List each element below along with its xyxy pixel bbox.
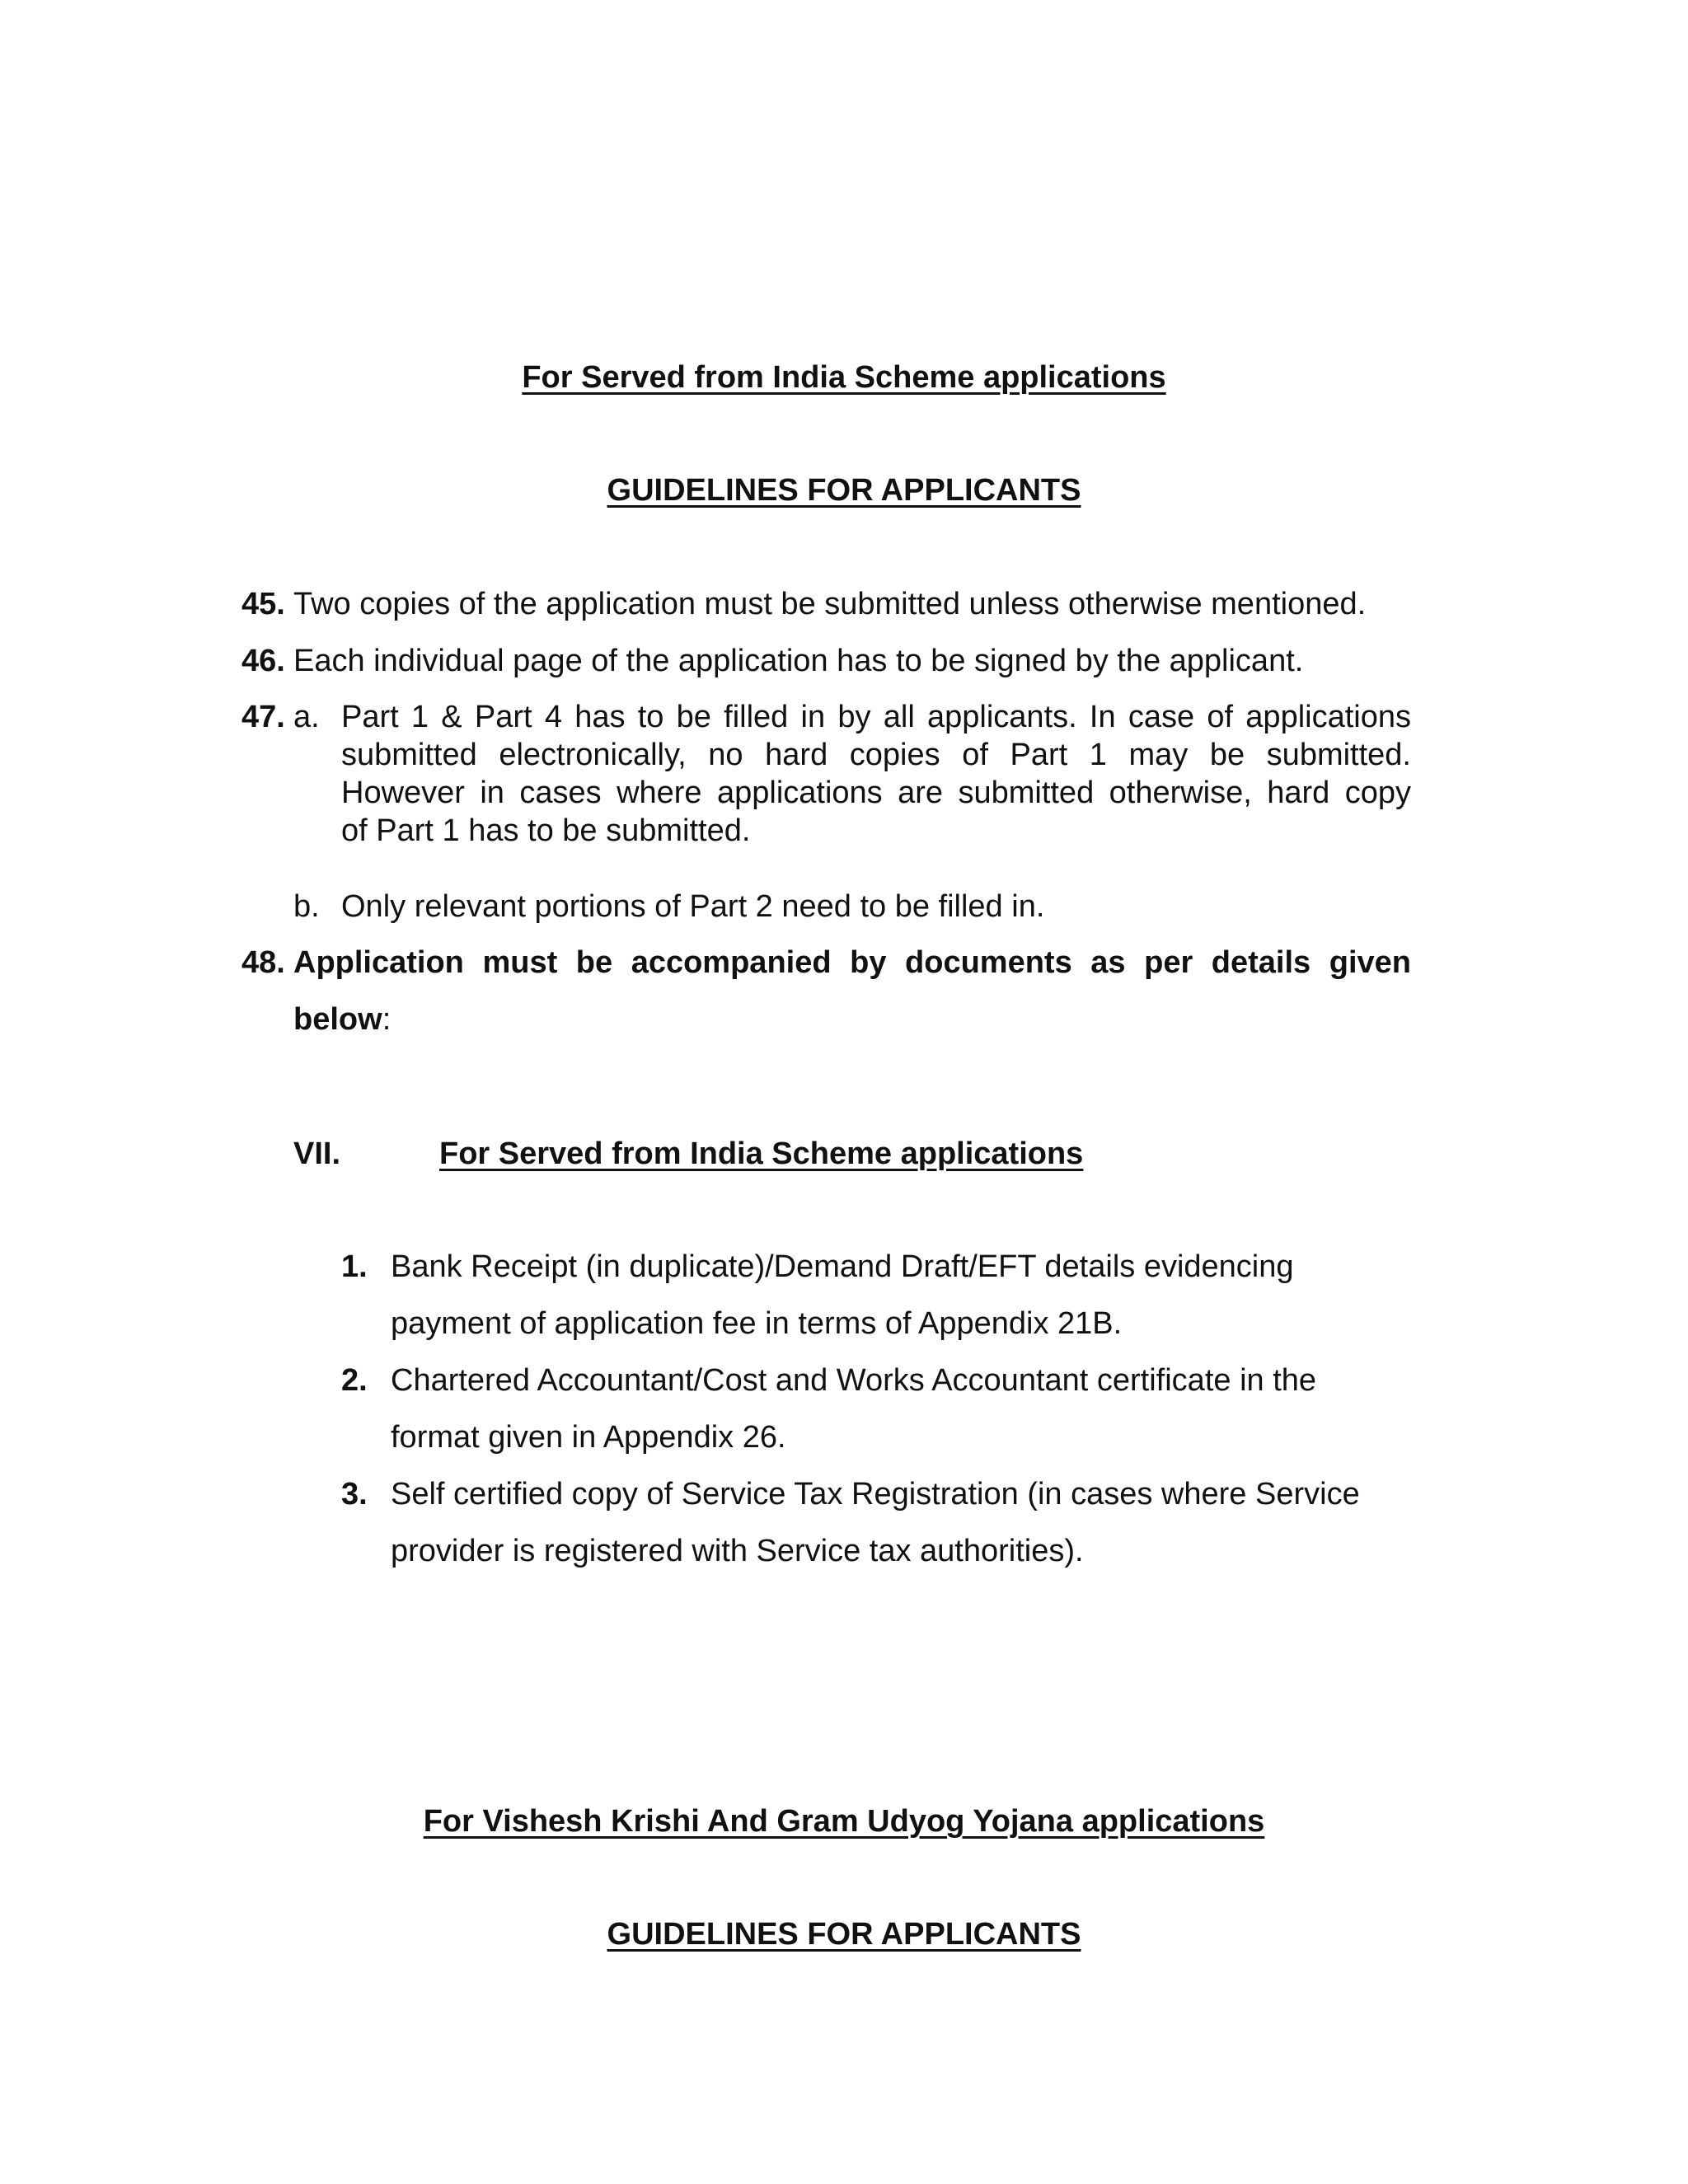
- document-item-line: provider is registered with Service tax authorities).: [391, 1534, 1084, 1568]
- sub-item-line: Part 1 & Part 4 has to be filled in by all applicants. In case of applications: [341, 700, 1411, 734]
- sub-item-letter: b.: [293, 889, 320, 924]
- document-item-text: [391, 1239, 1413, 1352]
- guideline-line: Application must be accompanied by documents as per details given: [293, 945, 1411, 980]
- guideline-number: 48.: [241, 945, 285, 980]
- section-roman-numeral: VII.: [293, 1137, 341, 1171]
- document-item-text: [391, 1352, 1413, 1466]
- document-item-text: [391, 1466, 1413, 1580]
- sub-item-line: submitted electronically, no hard copies of Part 1 may be submitted.: [341, 738, 1411, 772]
- document-item-number: 1.: [341, 1249, 368, 1284]
- document-item-number: 2.: [341, 1363, 368, 1398]
- sub-item-letter: a.: [293, 700, 320, 734]
- guideline-text: Each individual page of the application has to be signed by the applicant.: [293, 644, 1304, 678]
- guideline-line-colon: :: [382, 1002, 392, 1037]
- document-item-line: payment of application fee in terms of Appendix 21B.: [391, 1306, 1123, 1341]
- guidelines-heading: GUIDELINES FOR APPLICANTS: [607, 473, 1081, 508]
- guideline-line: [293, 991, 1411, 1048]
- sub-item-line: However in cases where applications are submitted otherwise, hard copy: [341, 776, 1411, 810]
- guideline-text: [293, 935, 1411, 1048]
- guideline-number: 46.: [241, 644, 285, 678]
- document-item-line: format given in Appendix 26.: [391, 1420, 786, 1455]
- sub-item-text: Only relevant portions of Part 2 need to be filled in.: [341, 889, 1045, 924]
- guideline-number: 45.: [241, 587, 285, 621]
- section-heading: For Vishesh Krishi And Gram Udyog Yojana applications: [423, 1804, 1265, 1839]
- document-item-number: 3.: [341, 1477, 368, 1511]
- section-title: For Served from India Scheme applications: [439, 1137, 1084, 1171]
- document-item-line: Bank Receipt (in duplicate)/Demand Draft/EFT details evidencing: [391, 1249, 1294, 1284]
- guideline-number: 47.: [241, 700, 285, 734]
- sub-item-line: of Part 1 has to be submitted.: [341, 813, 751, 848]
- sub-item-text: [341, 698, 1411, 850]
- guideline-line-bold: below: [293, 1002, 382, 1037]
- document-item-line: Chartered Accountant/Cost and Works Accountant certificate in the: [391, 1363, 1317, 1398]
- document-item-line: Self certified copy of Service Tax Registration (in cases where Service: [391, 1477, 1360, 1511]
- section-heading: For Served from India Scheme applications: [522, 360, 1166, 395]
- guidelines-heading: GUIDELINES FOR APPLICANTS: [607, 1917, 1081, 1952]
- guideline-text: Two copies of the application must be submitted unless otherwise mentioned.: [293, 587, 1367, 621]
